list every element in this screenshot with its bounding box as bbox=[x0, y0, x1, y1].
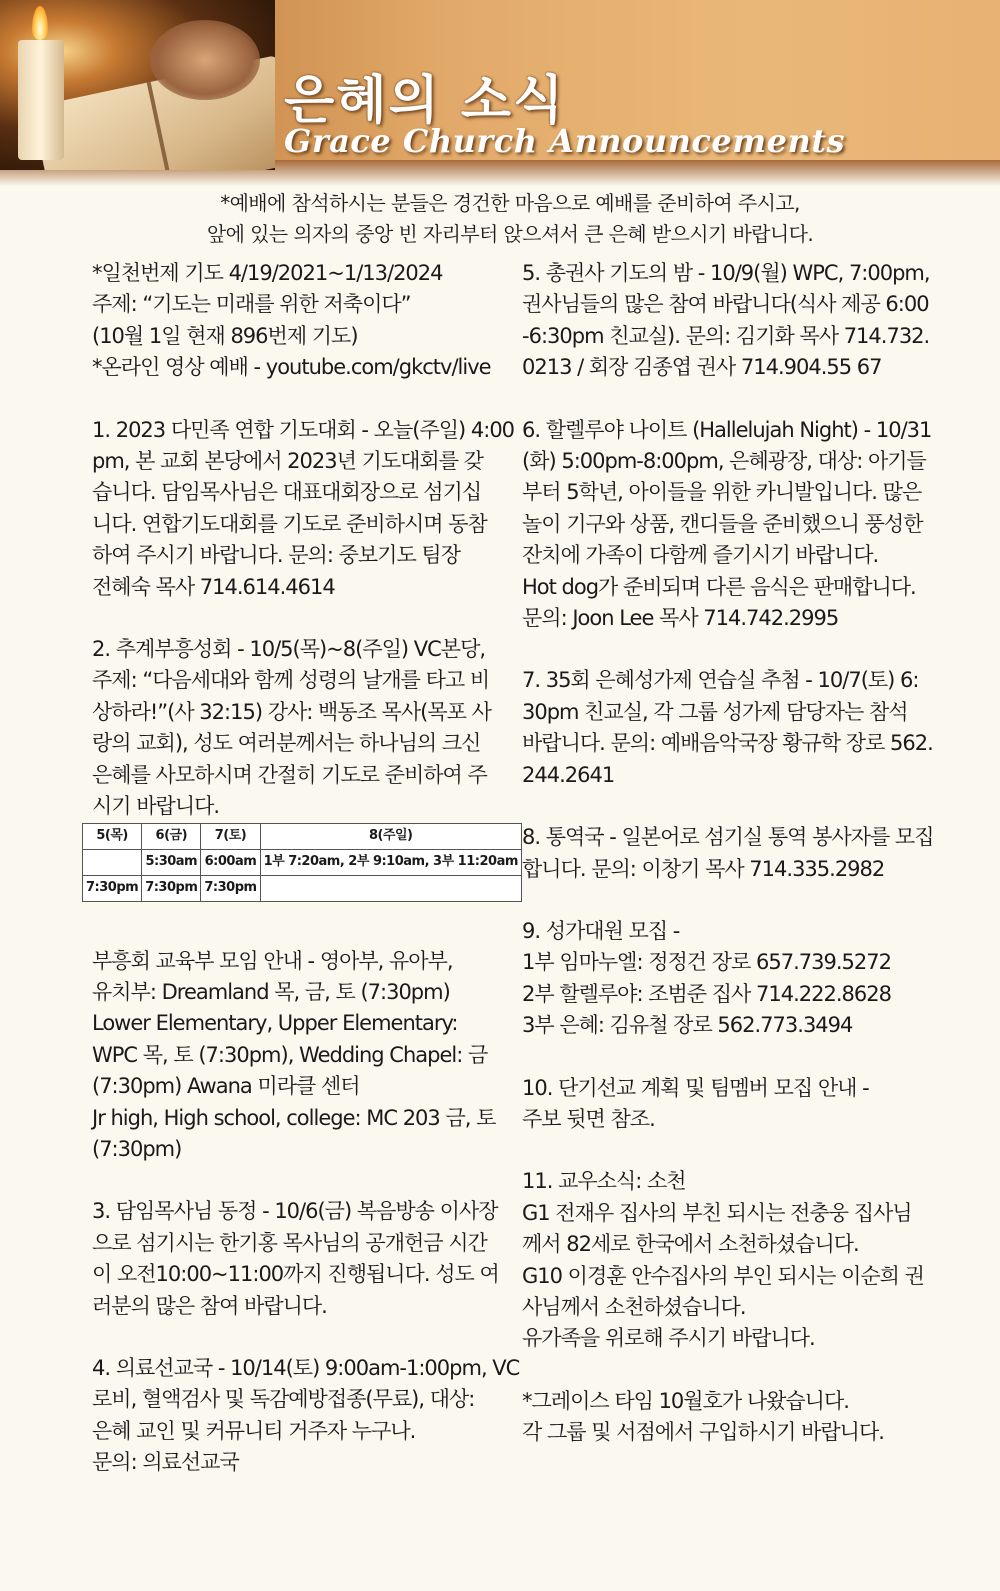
schedule-cell bbox=[83, 849, 142, 875]
announcement-line: 습니다. 담임목사님은 대표대회장으로 섬기십 bbox=[92, 480, 482, 505]
announcement-line: 유치부: Dreamland 목, 금, 토 (7:30pm) bbox=[92, 979, 450, 1004]
announcement-2 bbox=[92, 634, 507, 822]
intro-line: *온라인 영상 예배 - youtube.com/gkctv/live bbox=[92, 355, 491, 380]
announcement-line: 랑의 교회), 성도 여러분께서는 하나님의 크신 bbox=[92, 731, 481, 756]
announcement-line: 잔치에 가족이 다함께 즐기시기 바랍니다. bbox=[522, 543, 879, 568]
announcement-line: 은혜 교인 및 커뮤니티 거주자 누구나. bbox=[92, 1418, 416, 1443]
spacer bbox=[92, 902, 507, 946]
grace-time-notice bbox=[522, 1386, 942, 1449]
intro-line: 주제: “기도는 미래를 위한 저축이다” bbox=[92, 292, 411, 317]
announcement-5 bbox=[522, 258, 942, 384]
announcement-line: 상하라!”(사 32:15) 강사: 백동조 목사(목포 사 bbox=[92, 699, 491, 724]
announcement-line: 합니다. 문의: 이창기 목사 714.335.2982 bbox=[522, 856, 885, 881]
page-title-english: Grace Church Announcements bbox=[284, 122, 846, 160]
announcement-6 bbox=[522, 415, 942, 635]
announcement-line: 2. 추계부흥성회 - 10/5(목)~8(주일) VC본당, bbox=[92, 637, 486, 662]
announcement-line: 3. 담임목사님 동정 - 10/6(금) 복음방송 이사장 bbox=[92, 1199, 498, 1224]
announcement-line: (7:30pm) Awana 미라클 센터 bbox=[92, 1074, 360, 1099]
praying-hands-icon bbox=[150, 20, 260, 100]
announcement-line: 3부 은혜: 김유철 장로 562.773.3494 bbox=[522, 1013, 853, 1038]
education-dept-notice bbox=[92, 946, 507, 1166]
announcement-1 bbox=[92, 415, 515, 603]
schedule-header-cell: 5(목) bbox=[83, 823, 142, 849]
announcement-line: 30pm 친교실, 각 그룹 성가제 담당자는 참석 bbox=[522, 699, 908, 724]
schedule-header-cell: 6(금) bbox=[142, 823, 201, 849]
right-column bbox=[522, 258, 942, 1480]
announcement-line: 전혜숙 목사 714.614.4614 bbox=[92, 574, 335, 599]
announcement-line: 러분의 많은 참여 바랍니다. bbox=[92, 1293, 327, 1318]
announcement-line: 은혜를 사모하시며 간절히 기도로 준비하여 주 bbox=[92, 762, 487, 787]
announcement-line: Lower Elementary, Upper Elementary: bbox=[92, 1011, 458, 1036]
announcement-line: 4. 의료선교국 - 10/14(토) 9:00am-1:00pm, VC bbox=[92, 1355, 520, 1380]
announcement-line: 5. 총권사 기도의 밤 - 10/9(월) WPC, 7:00pm, bbox=[522, 261, 930, 285]
announcement-line: G1 전재우 집사의 부친 되시는 전충웅 집사님 bbox=[522, 1200, 912, 1225]
announcement-line: 이 오전10:00~11:00까지 진행됩니다. 성도 여 bbox=[92, 1262, 499, 1287]
announcement-7 bbox=[522, 665, 942, 791]
announcement-line: 께서 82세로 한국에서 소천하셨습니다. bbox=[522, 1232, 859, 1257]
announcement-line: 바랍니다. 문의: 예배음악국장 황규학 장로 562. bbox=[522, 731, 933, 756]
announcement-line: 니다. 연합기도대회를 기도로 준비하시며 동참 bbox=[92, 511, 487, 536]
notice-line: *예배에 참석하시는 분들은 경건한 마음으로 예배를 준비하여 주시고, bbox=[220, 191, 800, 215]
schedule-cell: 6:00am bbox=[201, 849, 260, 875]
schedule-evening-row bbox=[83, 875, 522, 901]
announcement-line: (화) 5:00pm-8:00pm, 은혜광장, 대상: 아기들 bbox=[522, 449, 926, 474]
schedule-cell: 7:30pm bbox=[142, 875, 201, 901]
intro-block bbox=[92, 258, 507, 384]
announcement-9 bbox=[522, 916, 942, 1042]
announcement-line: 권사님들의 많은 참여 바랍니다(식사 제공 6:00 bbox=[522, 292, 929, 317]
announcement-line: 각 그룹 및 서점에서 구입하시기 바랍니다. bbox=[522, 1420, 884, 1445]
announcement-line: 0213 / 회장 김종엽 권사 714.904.55 67 bbox=[522, 355, 882, 380]
announcement-line: 7. 35회 은혜성가제 연습실 추첨 - 10/7(토) 6: bbox=[522, 668, 919, 693]
page-title-korean: 은혜의 소식 bbox=[284, 71, 566, 131]
schedule-morning-row bbox=[83, 849, 522, 875]
announcement-line: 놀이 기구와 상품, 캔디들을 준비했으니 풍성한 bbox=[522, 511, 923, 536]
announcement-line: 주제: “다음세대와 함께 성령의 날개를 타고 비 bbox=[92, 668, 490, 693]
announcement-line: WPC 목, 토 (7:30pm), Wedding Chapel: 금 bbox=[92, 1042, 488, 1067]
left-column bbox=[86, 258, 520, 1510]
announcement-line: 하여 주시기 바랍니다. 문의: 중보기도 팀장 bbox=[92, 543, 460, 568]
announcement-line: 6. 할렐루야 나이트 (Hallelujah Night) - 10/31 bbox=[522, 417, 932, 442]
candle-icon bbox=[18, 40, 64, 160]
announcement-line: 9. 성가대원 모집 - bbox=[522, 918, 680, 943]
announcement-line: 8. 통역국 - 일본어로 섬기실 통역 봉사자를 모집 bbox=[522, 825, 934, 850]
intro-line: *일천번제 기도 4/19/2021~1/13/2024 bbox=[92, 261, 443, 285]
schedule-cell: 7:30pm bbox=[201, 875, 260, 901]
revival-schedule-table bbox=[82, 823, 522, 902]
announcement-line: G10 이경훈 안수집사의 부인 되시는 이순희 권 bbox=[522, 1263, 924, 1288]
announcement-line: pm, 본 교회 본당에서 2023년 기도대회를 갖 bbox=[92, 449, 483, 474]
announcement-line: (7:30pm) bbox=[92, 1136, 182, 1161]
announcement-line: Jr high, High school, college: MC 203 금, 토 bbox=[92, 1105, 496, 1130]
schedule-header-row bbox=[83, 823, 522, 849]
announcement-line: 로비, 혈액검사 및 독감예방접종(무료), 대상: bbox=[92, 1387, 475, 1412]
prayer-candle-image bbox=[0, 0, 275, 170]
schedule-header-cell: 8(주일) bbox=[260, 823, 521, 849]
announcement-line: 문의: Joon Lee 목사 714.742.2995 bbox=[522, 606, 839, 631]
announcement-line: *그레이스 타임 10월호가 나왔습니다. bbox=[522, 1388, 849, 1413]
announcement-line: 11. 교우소식: 소천 bbox=[522, 1169, 686, 1194]
announcement-line: 10. 단기선교 계획 및 팀멤버 모집 안내 - bbox=[522, 1075, 869, 1100]
announcement-line: -6:30pm 친교실). 문의: 김기화 목사 714.732. bbox=[522, 323, 930, 348]
schedule-cell: 1부 7:20am, 2부 9:10am, 3부 11:20am bbox=[260, 849, 521, 875]
announcement-line: 1부 임마누엘: 정정건 장로 657.739.5272 bbox=[522, 950, 891, 975]
schedule-cell: 5:30am bbox=[142, 849, 201, 875]
notice-line: 앞에 있는 의자의 중앙 빈 자리부터 앉으셔서 큰 은혜 받으시기 바랍니다. bbox=[206, 222, 814, 246]
announcement-line: 시기 바랍니다. bbox=[92, 794, 220, 819]
candle-flame-icon bbox=[32, 6, 48, 40]
announcement-11 bbox=[522, 1166, 942, 1354]
announcement-line: 문의: 의료선교국 bbox=[92, 1450, 239, 1475]
worship-notice bbox=[100, 188, 920, 250]
announcement-8 bbox=[522, 822, 942, 885]
announcement-3 bbox=[92, 1196, 507, 1322]
announcement-line: 부흥회 교육부 모임 안내 - 영아부, 유아부, bbox=[92, 948, 453, 973]
announcement-10 bbox=[522, 1073, 942, 1136]
schedule-cell bbox=[260, 875, 521, 901]
announcement-line: 주보 뒷면 참조. bbox=[522, 1106, 655, 1131]
announcement-line: 유가족을 위로해 주시기 바랍니다. bbox=[522, 1326, 815, 1351]
announcement-line: 부터 5학년, 아이들을 위한 카니발입니다. 많은 bbox=[522, 480, 922, 505]
announcement-line: Hot dog가 준비되며 다른 음식은 판매합니다. bbox=[522, 574, 916, 599]
intro-line: (10월 1일 현재 896번제 기도) bbox=[92, 323, 358, 348]
announcement-line: 244.2641 bbox=[522, 762, 615, 787]
schedule-header-cell: 7(토) bbox=[201, 823, 260, 849]
announcement-4 bbox=[92, 1353, 520, 1479]
announcement-line: 으로 섬기시는 한기홍 목사님의 공개헌금 시간 bbox=[92, 1230, 487, 1255]
announcement-line: 1. 2023 다민족 연합 기도대회 - 오늘(주일) 4:00 bbox=[92, 417, 515, 442]
announcement-line: 2부 할렐루야: 조범준 집사 714.222.8628 bbox=[522, 981, 891, 1006]
announcement-line: 사님께서 소천하셨습니다. bbox=[522, 1294, 746, 1319]
schedule-cell: 7:30pm bbox=[83, 875, 142, 901]
